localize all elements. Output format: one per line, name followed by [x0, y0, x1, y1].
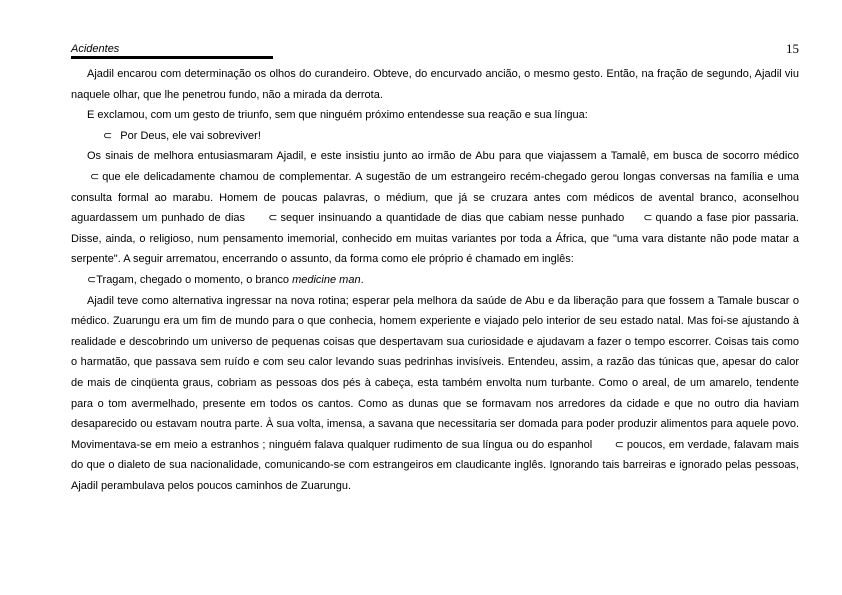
- dialog-dash-icon: ⊂: [103, 129, 113, 142]
- chapter-title: Acidentes: [71, 43, 120, 55]
- header-rule: [71, 56, 273, 59]
- paragraph-4-part-1: Os sinais de melhora entusiasmaram Ajadil, e este insistiu junto ao irmão de Abu para que viajassem a Tamalê, em busca de socorro médico: [87, 150, 799, 163]
- paragraph-6: [71, 291, 799, 497]
- dialog-dash-icon: ⊂: [90, 170, 100, 183]
- dialog-text-2: Tragam, chegado o momento, o branco: [96, 273, 293, 286]
- running-header: [71, 41, 799, 61]
- dialog-dash-icon: ⊂: [614, 438, 624, 451]
- body-text: [71, 64, 799, 496]
- dialog-text-2-end: .: [360, 273, 364, 286]
- paragraph-4-part-4: quando a fase pior passaria. Disse, ainda, o religioso, num pensamento imemorial, conhecido em muitas variantes por toda a África, que "uma vara distante não pode matar a serpente". A seguir arrematou, encerrando o assunto, da forma como ele próprio é chamado em inglês:: [71, 212, 799, 266]
- paragraph-4-part-3: sequer insinuando a quantidade de dias que cabiam nesse punhado: [280, 212, 625, 225]
- page-number: 15: [786, 41, 799, 56]
- paragraph-4: [71, 146, 799, 270]
- paragraph-6-part-1: Ajadil teve como alternativa ingressar na nova rotina; esperar pela melhora da saúde de Abu e da liberação para que fossem a Tamale buscar o médico. Zuarungu era um fim de mundo para o que conhecia, homem experiente e viajado pelo interior de seu estado natal. Mas foi-se ajustando à realidade e descobrindo um universo de pequenas coisas que despertavam sua curiosidade e ajudavam a fazer o tempo escorrer. Coisas tais como o harmatão, que passava sem ruído e com seu calor levando suas pedrinhas invisíveis. Entendeu, assim, a razão das túnicas que, apesar do calor de mais de cinqüenta graus, cobriam as pessoas dos pés à cabeça, esta também envolta num turbante. Como o areal, de um amarelo, tendente para o tom avermelhado, presente em todos os cantos. Como as dunas que se formavam nos arredores da cidade e que no outro dia haviam desaparecido ou estavam noutra parte. À sua volta, imensa, a savana que necessitaria ser domada para poder produzir alimentos para aquele povo. Movimentava-se em meio a estranhos ; ninguém falava qualquer rudimento de sua língua ou do espanhol: [71, 294, 799, 451]
- paragraph-1: Ajadil encarou com determinação os olhos do curandeiro. Obteve, do encurvado ancião, o mesmo gesto. Então, na fração de segundo, Ajadil viu naquele olhar, que lhe penetrou fundo, não a mirada da derrota.: [71, 68, 799, 101]
- paragraph-6-part-2: poucos, em verdade, falavam mais do que o dialeto de sua nacionalidade, comunicando-se com estrangeiros em claudicante inglês. Ignorando tais barreiras e ignorado pelas pessoas, Ajadil perambulava pelos poucos caminhos de Zuarungu.: [71, 438, 799, 492]
- dialog-line-1: [71, 126, 799, 147]
- paragraph-2: E exclamou, com um gesto de triunfo, sem que ninguém próximo entendesse sua reação e sua língua:: [87, 109, 588, 122]
- dialog-dash-icon: ⊂: [87, 273, 97, 286]
- dialog-dash-icon: ⊂: [643, 212, 653, 225]
- dialog-dash-icon: ⊂: [268, 212, 278, 225]
- paragraph-4-part-2: que ele delicadamente chamou de complementar. A sugestão de um estrangeiro recém-chegado gerou longas conversas na família e uma consulta formal ao marabu. Homem de poucas palavras, o médium, que já se cruzara antes com médicos de avental branco, aconselhou aguardassem um punhado de dias: [71, 170, 799, 225]
- italic-term: medicine man: [292, 273, 361, 286]
- dialog-text-1: Por Deus, ele vai sobreviver!: [120, 129, 261, 142]
- dialog-line-2: [71, 270, 799, 291]
